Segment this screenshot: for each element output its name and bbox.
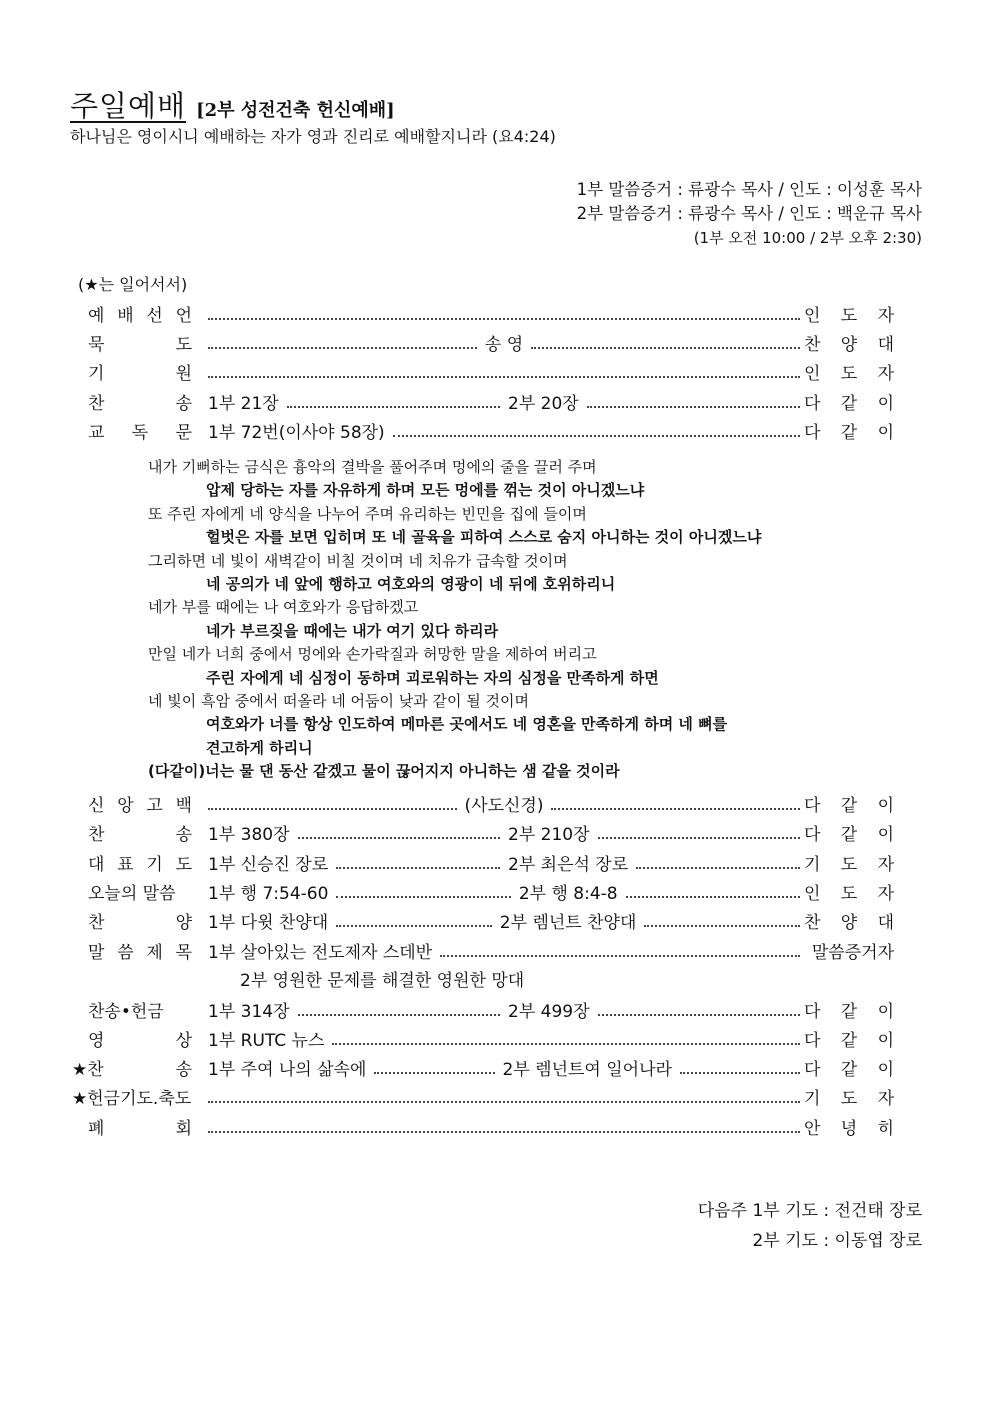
order-responsible — [804, 389, 894, 414]
leader-dots — [208, 347, 477, 349]
order-responsible-char: 다 — [804, 394, 821, 414]
leader-dots — [531, 347, 800, 349]
order-detail: 2부 499장 — [508, 1002, 590, 1022]
order-responsible-char: 기 — [804, 855, 821, 875]
order-responsible — [804, 938, 894, 963]
order-label-char: 도 — [175, 335, 192, 355]
order-label-char: 오늘의 말씀 — [88, 884, 176, 904]
order-responsible-char: 찬 — [804, 913, 821, 933]
title-block — [70, 84, 395, 125]
order-row — [72, 1054, 894, 1080]
order-row — [88, 819, 894, 845]
order-detail: 1부 72번(이사야 58장) — [208, 423, 385, 443]
order-detail: 1부 행 7:54-60 — [208, 884, 329, 904]
order-label-char: 문 — [175, 423, 192, 443]
order-label-char: 원 — [175, 364, 192, 384]
order-responsible-char: 다 — [804, 796, 821, 816]
order-responsible — [804, 418, 894, 443]
order-row — [88, 1025, 894, 1051]
order-label-char: 송 — [175, 1060, 192, 1080]
order-label — [88, 908, 192, 933]
standing-note: (★는 일어서서) — [78, 275, 188, 294]
order-responsible-char: 대 — [877, 335, 894, 355]
order-responsible-char: 같 — [840, 1002, 858, 1022]
order-responsible-char: 다 — [804, 1002, 821, 1022]
order-responsible-char: 말씀증거자 — [811, 943, 894, 963]
order-detail: 2부 렘넌트 찬양대 — [499, 913, 637, 933]
order-responsible-char: 기 — [804, 1089, 821, 1109]
order-detail: 2부 최은석 장로 — [508, 855, 629, 875]
order-responsible-char: 자 — [877, 855, 894, 875]
leader-dots — [208, 376, 800, 378]
order-label — [88, 791, 192, 816]
order-label-char: 신 — [88, 796, 105, 816]
next-week-line-1: 다음주 1부 기도 : 전건태 장로 — [697, 1201, 922, 1221]
order-responsible-char: 이 — [877, 825, 894, 845]
order-responsible — [804, 908, 894, 933]
order-detail: 1부 314장 — [208, 1002, 290, 1022]
leader-dots — [287, 406, 500, 408]
order-label-char: 배 — [117, 306, 134, 326]
order-responsible-char: 다 — [804, 1031, 821, 1051]
order-responsible — [804, 850, 894, 875]
order-responsible-char: 이 — [877, 1031, 894, 1051]
leader-dots — [587, 406, 800, 408]
order-label — [88, 359, 192, 384]
order-label-char: 제 — [146, 943, 163, 963]
order-responsible — [804, 1026, 894, 1051]
order-label-char: 표 — [117, 855, 134, 875]
leader-dots — [393, 435, 800, 437]
scripture-line: 압제 당하는 자를 자유하게 하며 모든 멍에를 꺾는 것이 아니겠느냐 — [206, 481, 645, 500]
speaker-line-2: 2부 말씀증거 : 류광수 목사 / 인도 : 백운규 목사 — [576, 204, 922, 223]
leader-dots — [598, 1014, 800, 1016]
order-label-char: 찬 — [88, 825, 105, 845]
order-label-char: 송 — [175, 394, 192, 414]
order-row — [88, 388, 894, 414]
order-responsible-char: 녕 — [840, 1119, 858, 1139]
order-label-char: 회 — [175, 1119, 192, 1139]
order-label-char: 예 — [88, 306, 105, 326]
order-label — [72, 1055, 192, 1080]
order-label — [88, 938, 192, 963]
order-label-char: 고 — [146, 796, 163, 816]
order-detail: 2부 20장 — [508, 394, 579, 414]
order-responsible-char: 인 — [804, 306, 821, 326]
order-label — [88, 330, 192, 355]
service-subtitle: [2부 성전건축 헌신예배] — [196, 100, 395, 121]
scripture-line: 네가 부르짖을 때에는 내가 여기 있다 하리라 — [206, 621, 499, 640]
order-responsible-char: 대 — [877, 913, 895, 933]
order-responsible-char: 같 — [840, 825, 858, 845]
order-responsible-char: 자 — [877, 884, 895, 904]
order-label-char: 도 — [175, 855, 192, 875]
order-row — [88, 1113, 894, 1139]
order-label-char: 찬 — [88, 913, 105, 933]
order-label-char: 백 — [175, 796, 192, 816]
order-responsible-char: 양 — [840, 335, 858, 355]
order-responsible-char: 다 — [804, 423, 821, 443]
order-responsible — [804, 1114, 894, 1139]
page-title: 주일예배 — [70, 89, 187, 123]
leader-dots — [636, 867, 800, 869]
next-week-line-2: 2부 기도 : 이동엽 장로 — [752, 1231, 922, 1251]
leader-dots — [298, 837, 500, 839]
order-responsible-char: 자 — [877, 306, 894, 326]
order-label-char: 독 — [131, 423, 149, 443]
order-label-char: 양 — [175, 913, 192, 933]
order-label-char: 송 — [175, 825, 192, 845]
order-responsible-char: 다 — [804, 825, 821, 845]
order-detail: 1부 21장 — [208, 394, 279, 414]
order-row — [88, 358, 894, 384]
order-responsible — [804, 791, 894, 816]
order-responsible-char: 도 — [840, 364, 858, 384]
order-label — [88, 879, 192, 904]
leader-dots — [336, 867, 500, 869]
responsive-reading — [148, 456, 761, 784]
order-responsible-char: 도 — [840, 1089, 858, 1109]
order-responsible — [804, 301, 894, 326]
order-responsible-char: 같 — [840, 1031, 858, 1051]
order-responsible-char: 이 — [877, 796, 895, 816]
order-responsible — [804, 330, 894, 355]
scripture-line: 네 빛이 흑암 중에서 떠올라 네 어둠이 낮과 같이 될 것이며 — [148, 692, 529, 711]
order-responsible-char: 양 — [840, 913, 858, 933]
order-responsible-char: 도 — [840, 855, 858, 875]
order-label-char: ★찬 — [72, 1060, 104, 1080]
order-detail: 2부 210장 — [508, 825, 590, 845]
leader-dots — [680, 1072, 800, 1074]
leader-dots — [440, 955, 800, 957]
order-responsible-char: 안 — [804, 1119, 821, 1139]
order-label — [88, 820, 192, 845]
order-responsible-char: 도 — [840, 306, 858, 326]
scripture-line: 네 공의가 네 앞에 행하고 여호와의 영광이 네 뒤에 호위하리니 — [206, 575, 616, 594]
order-responsible-char: 자 — [877, 364, 894, 384]
order-responsible-char: 같 — [840, 1060, 858, 1080]
scripture-line: 만일 네가 너희 중에서 멍에와 손가락질과 허망한 말을 제하여 버리고 — [148, 645, 597, 664]
order-row — [88, 300, 894, 326]
order-label-char: 폐 — [88, 1119, 105, 1139]
order-label-char: 교 — [88, 423, 105, 443]
leader-dots — [598, 837, 800, 839]
order-row — [88, 849, 894, 875]
leader-dots — [208, 318, 800, 320]
order-responsible-char: 이 — [877, 423, 894, 443]
order-label-char: 목 — [175, 943, 192, 963]
order-responsible-char: 같 — [840, 394, 858, 414]
order-detail: 1부 380장 — [208, 825, 290, 845]
order-detail: 1부 주여 나의 삶속에 — [208, 1060, 367, 1080]
scripture-line: 또 주린 자에게 네 양식을 나누어 주며 유리하는 빈민을 집에 들이며 — [148, 504, 587, 523]
order-label-char: 기 — [88, 364, 105, 384]
order-detail: 2부 렘넌트여 일어나라 — [502, 1060, 672, 1080]
order-responsible — [804, 359, 894, 384]
leader-dots — [336, 925, 492, 927]
leader-dots — [298, 1014, 500, 1016]
order-label-char: 말 — [88, 943, 105, 963]
leader-dots — [374, 1072, 494, 1074]
order-label-char: 찬송•헌금 — [88, 1002, 164, 1022]
scripture-line: 여호와가 너를 항상 인도하여 메마른 곳에서도 네 영혼을 만족하게 하며 네 뼈를 — [206, 715, 728, 734]
scripture-line: 헐벗은 자를 보면 입히며 또 네 골육을 피하여 스스로 숨지 아니하는 것이 아니겠느냐 — [206, 528, 762, 547]
order-label — [88, 1026, 192, 1051]
order-row — [88, 907, 894, 933]
order-label-char: ★헌금기도.축도 — [72, 1089, 192, 1109]
order-label — [88, 301, 192, 326]
theme-verse: 하나님은 영이시니 예배하는 자가 영과 진리로 예배할지니라 (요4:24) — [70, 127, 556, 146]
order-row — [88, 329, 894, 355]
order-label-char: 언 — [175, 306, 192, 326]
order-label-char: 기 — [146, 855, 163, 875]
order-label — [72, 1084, 192, 1109]
order-label-char: 대 — [88, 855, 105, 875]
order-responsible-char: 다 — [804, 1060, 821, 1080]
order-responsible — [804, 1084, 894, 1109]
order-responsible-char: 같 — [840, 796, 858, 816]
speaker-line-1: 1부 말씀증거 : 류광수 목사 / 인도 : 이성훈 목사 — [576, 180, 922, 199]
order-label-char: 찬 — [88, 394, 105, 414]
order-detail: 1부 다윗 찬양대 — [208, 913, 329, 933]
order-detail: 2부 행 8:4-8 — [518, 884, 618, 904]
order-responsible-char: 히 — [877, 1119, 894, 1139]
leader-dots — [208, 808, 457, 810]
order-row — [88, 878, 894, 904]
order-label — [88, 997, 192, 1022]
order-detail: (사도신경) — [464, 796, 544, 816]
leader-dots — [626, 896, 800, 898]
order-label — [88, 389, 192, 414]
leader-dots — [208, 1131, 800, 1133]
leader-dots — [336, 896, 510, 898]
order-responsible-char: 찬 — [804, 335, 821, 355]
scripture-line: 그리하면 네 빛이 새벽같이 비칠 것이며 네 치유가 급속할 것이며 — [148, 551, 568, 570]
order-detail: 송 영 — [484, 335, 524, 355]
order-label-char: 상 — [175, 1031, 192, 1051]
order-responsible-char: 이 — [877, 1002, 894, 1022]
leader-dots — [332, 1043, 800, 1045]
speakers-block — [577, 178, 922, 250]
order-row — [88, 417, 894, 443]
next-week-prayer — [698, 1196, 922, 1256]
order-label-char: 씀 — [117, 943, 134, 963]
order-responsible — [804, 879, 894, 904]
order-label-char: 앙 — [117, 796, 134, 816]
order-responsible-char: 인 — [804, 364, 821, 384]
order-row — [88, 937, 894, 963]
order-responsible-char: 인 — [804, 884, 821, 904]
order-row — [88, 790, 894, 816]
order-responsible-char: 이 — [877, 1060, 895, 1080]
leader-dots — [551, 808, 800, 810]
order-responsible-char: 이 — [877, 394, 894, 414]
order-responsible-char: 도 — [840, 884, 858, 904]
sermon-title-2: 2부 영원한 문제를 해결한 영원한 망대 — [240, 971, 525, 991]
order-row — [88, 996, 894, 1022]
order-label — [88, 1114, 192, 1139]
order-detail: 1부 신승진 장로 — [208, 855, 329, 875]
order-responsible-char: 자 — [877, 1089, 894, 1109]
order-label-char: 영 — [88, 1031, 105, 1051]
order-responsible — [804, 1055, 894, 1080]
leader-dots — [644, 925, 800, 927]
order-label-char: 묵 — [88, 335, 105, 355]
order-responsible — [804, 997, 894, 1022]
order-detail: 1부 RUTC 뉴스 — [208, 1031, 325, 1051]
scripture-line: 주린 자에게 네 심정이 동하며 괴로워하는 자의 심정을 만족하게 하면 — [206, 668, 659, 687]
scripture-line: 내가 기뻐하는 금식은 흉악의 결박을 풀어주며 멍에의 줄을 끌러 주며 — [148, 458, 597, 476]
order-responsible-char: 같 — [840, 423, 858, 443]
order-row — [72, 1083, 894, 1109]
order-responsible — [804, 820, 894, 845]
order-label — [88, 418, 192, 443]
scripture-line: 견고하게 하리니 — [206, 738, 313, 757]
order-label — [88, 850, 192, 875]
scripture-line: (다같이)너는 물 댄 동산 같겠고 물이 끊어지지 아니하는 샘 같을 것이라 — [148, 762, 620, 781]
leader-dots — [208, 1101, 800, 1103]
scripture-line: 네가 부를 때에는 나 여호와가 응답하겠고 — [148, 598, 419, 617]
order-detail: 1부 살아있는 전도제자 스데반 — [208, 943, 433, 963]
order-label-char: 선 — [146, 306, 163, 326]
service-times: (1부 오전 10:00 / 2부 오후 2:30) — [693, 229, 922, 247]
